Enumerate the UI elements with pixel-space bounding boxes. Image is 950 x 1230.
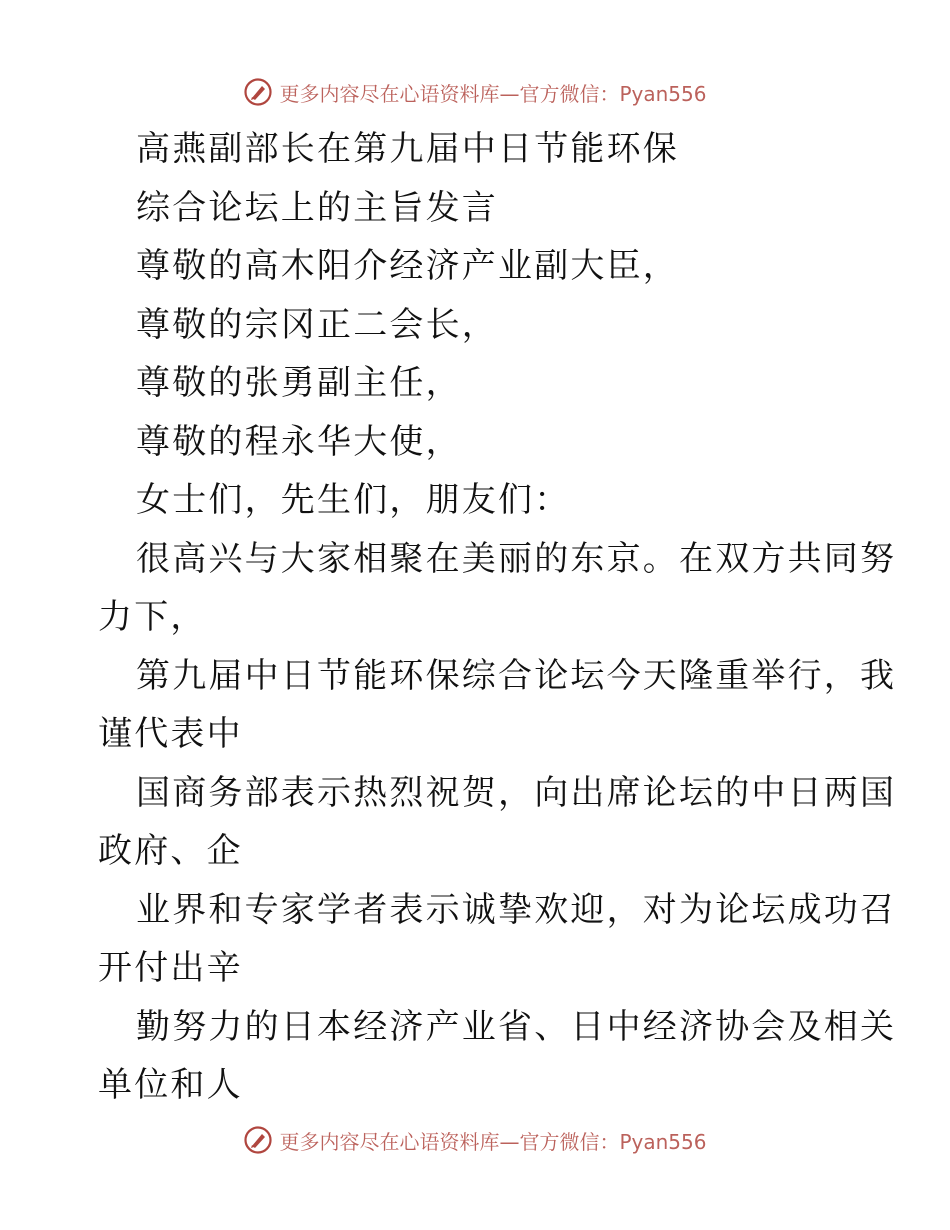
watermark-text: 更多内容尽在心语资料库—官方微信：Pyan556 xyxy=(279,1129,707,1154)
doc-line: 政府、企 xyxy=(98,831,243,871)
watermark-banner-bottom xyxy=(0,1120,950,1160)
doc-line: 高燕副部长在第九届中日节能环保 xyxy=(136,129,679,169)
doc-line: 国商务部表示热烈祝贺，向出席论坛的中日两国 xyxy=(136,772,897,813)
watermark-banner-top xyxy=(0,72,950,112)
pen-seal-logo-icon xyxy=(243,77,273,107)
doc-line: 尊敬的宗冈正二会长， xyxy=(136,304,498,345)
pen-seal-logo-icon xyxy=(243,1125,273,1155)
doc-line: 尊敬的高木阳介经济产业副大臣， xyxy=(136,246,679,286)
doc-line: 女士们，先生们，朋友们： xyxy=(136,480,571,520)
doc-line: 谨代表中 xyxy=(98,714,243,754)
doc-line: 单位和人 xyxy=(98,1065,243,1105)
doc-line: 尊敬的程永华大使， xyxy=(136,421,462,462)
doc-line: 综合论坛上的主旨发言 xyxy=(136,187,498,228)
doc-line: 很高兴与大家相聚在美丽的东京。在双方共同努 xyxy=(136,538,897,579)
doc-line: 开付出辛 xyxy=(98,948,243,988)
doc-line: 尊敬的张勇副主任， xyxy=(136,363,462,403)
document-body xyxy=(98,120,897,1115)
watermark-text: 更多内容尽在心语资料库—官方微信：Pyan556 xyxy=(279,81,707,106)
doc-line: 力下， xyxy=(98,597,207,637)
doc-line: 勤努力的日本经济产业省、日中经济协会及相关 xyxy=(136,1006,897,1047)
doc-line: 第九届中日节能环保综合论坛今天隆重举行，我 xyxy=(136,655,897,696)
doc-line: 业界和专家学者表示诚挚欢迎，对为论坛成功召 xyxy=(136,889,897,930)
